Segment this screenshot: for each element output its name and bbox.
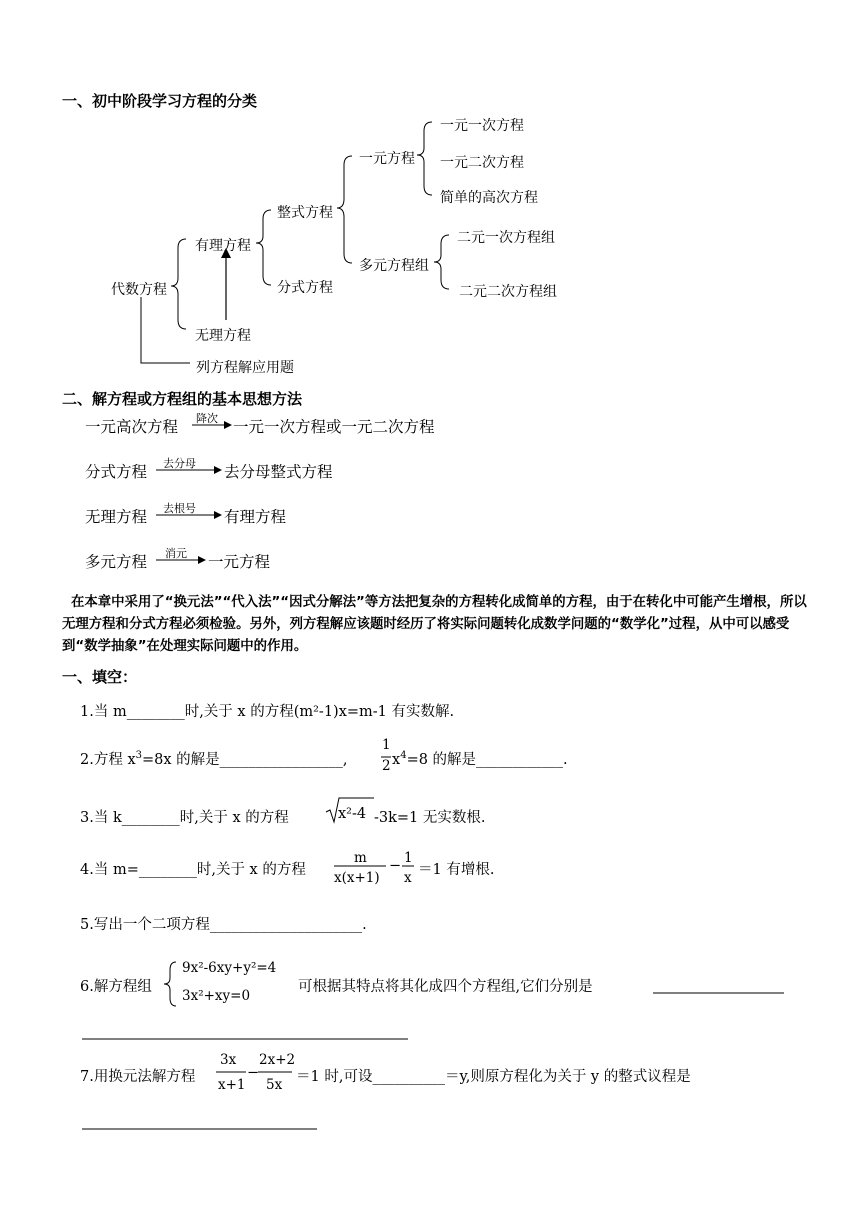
question-4-minus: − (389, 858, 402, 874)
question-3-suffix: -3k=1 无实数根. (374, 810, 486, 826)
node-linear-one-var: 一元一次方程 (440, 118, 524, 134)
section1-title: 一、初中阶段学习方程的分类 (62, 92, 258, 110)
question-2-part-f: =8 的解是____________. (406, 752, 568, 768)
method-row-3-from: 无理方程 (85, 508, 148, 526)
question-2-part-a: 2.方程 x (80, 752, 136, 768)
question-4-frac1-den: x(x+1) (334, 870, 380, 886)
section3-title: 一、填空： (62, 668, 138, 686)
question-6-equation-2: 3x²+xy=0 (182, 988, 251, 1004)
question-7-suffix: ＝1 时,可设__________＝y,则原方程化为关于 y 的整式议程是 (296, 1069, 691, 1085)
question-7-frac2-den: 5x (266, 1077, 283, 1093)
question-4-frac2-den: x (404, 870, 412, 886)
question-2-exp-3: 3 (135, 750, 142, 761)
method-row-4-to: 一元方程 (208, 553, 271, 571)
node-linear-two-var-system: 二元一次方程组 (457, 230, 555, 246)
node-quadratic-two-var-system: 二元二次方程组 (459, 284, 557, 300)
question-1: 1.当 m________时,关于 x 的方程(m²-1)x=m-1 有实数解. (80, 704, 455, 720)
node-word-problems: 列方程解应用题 (196, 360, 294, 376)
node-irrational-equation: 无理方程 (195, 328, 251, 344)
node-rational-equation: 有理方程 (195, 238, 251, 254)
question-4-suffix: ＝1 有增根. (418, 862, 495, 878)
node-higher-degree: 简单的高次方程 (440, 190, 538, 206)
method-row-1-from: 一元高次方程 (85, 418, 179, 436)
question-7-minus: − (247, 1065, 260, 1081)
question-3-prefix: 3.当 k________时,关于 x 的方程 (80, 810, 289, 826)
question-4-frac2-num: 1 (404, 850, 413, 866)
question-2-frac-den: 2 (382, 758, 391, 774)
question-6-prefix: 6.解方程组 (80, 979, 152, 995)
question-7-prefix: 7.用换元法解方程 (80, 1069, 196, 1085)
question-2-frac-num: 1 (382, 737, 391, 753)
node-integral-equation: 整式方程 (277, 205, 333, 221)
question-7-frac2-num: 2x+2 (259, 1052, 296, 1068)
method-row-4-from: 多元方程 (85, 553, 148, 571)
summary-paragraph: 在本章中采用了“换元法”“代入法”“因式分解法”等方法把复杂的方程转化成简单的方程，由于在转化中可能产生增根，所以无理方程和分式方程必须检验。另外，列方程解应该题时经历了将实际问题转化成数学问题的“数学化”过程，从中可以感受到“数学抽象”在处理实际问题中的作用。 (62, 595, 807, 654)
node-multivariate-system: 多元方程组 (359, 258, 429, 274)
method-row-1-label: 降次 (196, 412, 218, 425)
question-6-suffix: 可根据其特点将其化成四个方程组,它们分别是 (298, 979, 593, 995)
question-7-frac1-num: 3x (220, 1052, 237, 1068)
method-row-1-to: 一元一次方程或一元二次方程 (233, 418, 435, 436)
question-2-exp-4: 4 (400, 750, 407, 761)
method-row-3-label: 去根号 (163, 502, 196, 515)
question-3-radicand: x²-4 (338, 806, 367, 822)
question-6-equation-1: 9x²-6xy+y²=4 (182, 960, 277, 976)
question-2-tail (392, 748, 568, 769)
node-fractional-equation: 分式方程 (277, 280, 333, 296)
question-2-x: x (392, 752, 401, 768)
question-2-part-c: =8x 的解是_________________, (142, 752, 348, 768)
section2-title: 二、解方程或方程组的基本思想方法 (62, 390, 303, 408)
question-2 (80, 748, 348, 769)
method-row-2-label: 去分母 (163, 457, 196, 470)
question-4-prefix: 4.当 m=________时,关于 x 的方程 (80, 862, 306, 878)
method-row-4-label: 消元 (165, 547, 187, 560)
question-4-frac1-num: m (354, 850, 367, 866)
node-algebraic-equation: 代数方程 (111, 282, 167, 298)
node-quadratic-one-var: 一元二次方程 (440, 155, 524, 171)
question-5: 5.写出一个二项方程_____________________. (80, 917, 367, 933)
method-row-2-to: 去分母整式方程 (224, 463, 333, 481)
method-row-3-to: 有理方程 (224, 508, 287, 526)
method-row-2-from: 分式方程 (85, 463, 148, 481)
question-7-frac1-den: x+1 (218, 1077, 246, 1093)
node-univariate-equation: 一元方程 (359, 151, 415, 167)
